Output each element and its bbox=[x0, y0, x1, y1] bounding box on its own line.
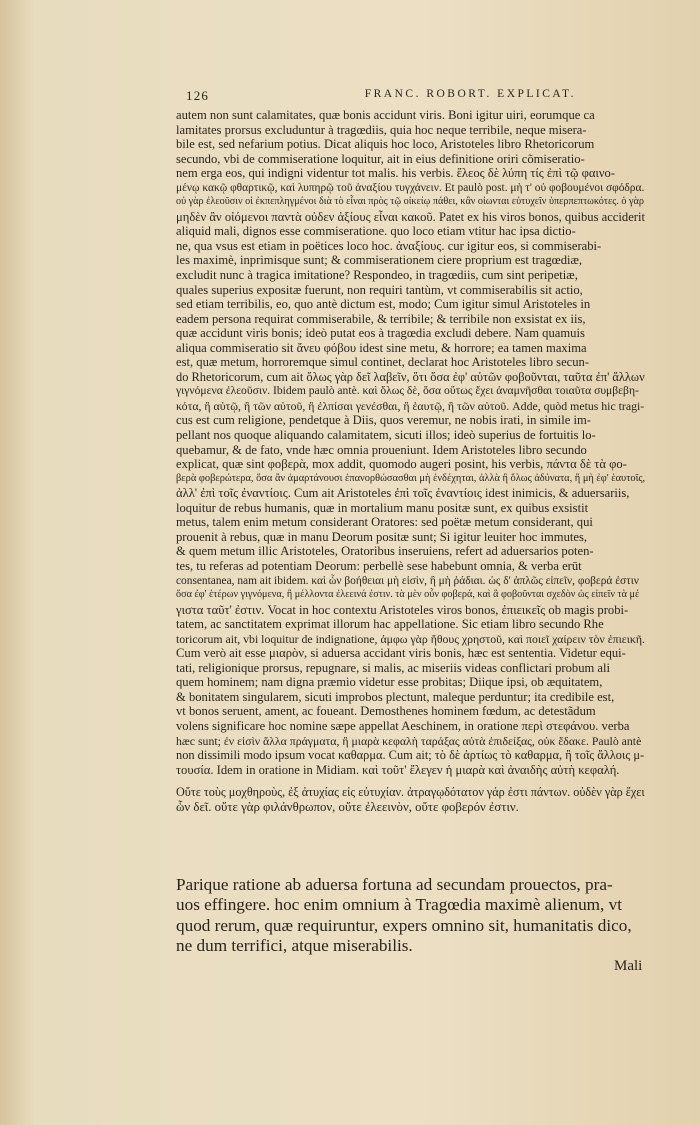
text-line: » ὅσα ἐφ' ἑτέρων γιγνόμενα, ἢ μέλλοντα ἐλεεινά ἐστιν. τὰ μὲν οὖν φοβερά, καὶ ἃ φοβοῦνται σχεδὸν ὡς εἰπεῖν τὰ μέ bbox=[176, 588, 646, 603]
text-line: bile est, sed nefarium potius. Dicat aliquis hoc loco, Aristoteles libro Rhetoricorum bbox=[176, 137, 595, 152]
text-line: aliquid mali, dignos esse commiseratione. quo loco etiam vtitur hac ipsa dictio- bbox=[176, 224, 576, 239]
text-line: eadem persona requirat commiserabile, & terribile; & terribile non exsistat ex iis, bbox=[176, 311, 586, 326]
text-line: pellant nos quoque aliquando calamitatem, sicuti illos; ideò superius de fortuitis lo- bbox=[176, 428, 596, 443]
text-line: excludit nunc à tragica imitatione? Respondeo, in tragœdiis, cum sint peripetiæ, bbox=[176, 268, 578, 283]
text-line: volens significare hoc nomine sæpe appellat Aeschinem, in oratione περὶ στεφάνου. verba bbox=[176, 718, 630, 733]
text-line: » οὐ γὰρ ἐλεοῦσιν οἱ ἐκπεπληγμένοι διὰ τὸ εἶναι πρὸς τῷ οἰκείῳ πάθει, κἂν οἰωνται εὐτυχεῖν ὑπερπεπτωκότες. ὁ γὰρ bbox=[176, 195, 646, 210]
text-line: aliqua commiseratio sit ἄνευ φόβου idest sine metu, & horrore; ea tamen maxima bbox=[176, 340, 587, 355]
greek-line: ὧν δεῖ. οὔτε γὰρ φιλάνθρωπον, οὔτε ἐλεεινὸν, οὔτε φοβερόν ἐστιν. bbox=[176, 800, 519, 815]
text-line: » do Rhetoricorum, cum ait ὅλως γὰρ δεῖ λαβεῖν, ὅτι ὅσα ἐφ' αὑτῶν φοβοῦνται, ταῦτα ἐπ' ἄλλων bbox=[176, 370, 646, 385]
text-line: » μένῳ κακῷ φθαρτικῷ, καὶ λυπηρῷ τοῦ ἀναξίου τυγχάνειν. Et paulò post. μὴ τ' οὐ φοβουμένοι σφόδρα. bbox=[176, 181, 646, 196]
text-line: quales superius expositæ fuerunt, non requiri tantùm, vt commiserabilis sit actio, bbox=[176, 282, 583, 297]
greek-line: » Οὔτε τοὺς μοχθηροὺς, ἐξ ἀτυχίας εἰς εὐτυχίαν. ἀτραγῳδότατον γάρ ἐστι πάντων. οὐδὲν γὰρ ἔχει bbox=[176, 785, 646, 800]
text-line: τουσία. Idem in oratione in Midiam. καὶ τοῦτ' ἔλεγεν ἡ μιαρὰ καὶ ἀναιδὴς αὐτὴ κεφαλή. bbox=[176, 762, 620, 777]
text-line: prouenit à rebus, quæ in manu Deorum positæ sunt; Si igitur leuiter hoc immutes, bbox=[176, 529, 588, 544]
large-text-line: » uos effingere. hoc enim omnium à Tragœdia maximè alienum, vt bbox=[176, 895, 654, 915]
page-number: 126 bbox=[186, 88, 210, 103]
text-line: » κότα, ἢ αὐτῷ, ἢ τῶν αὐτοῦ, ἢ ἐλπίσαι γενέσθαι, ἢ ἑαυτῷ, ἢ τῶν αὐτοῦ. Adde, quòd metus hic tragi- bbox=[176, 399, 646, 414]
commentary-text bbox=[176, 108, 646, 815]
commentary-lines bbox=[176, 108, 646, 777]
text-line: les maximè, inprimisque sunt; & commiserationem ciere proprium est tragœdiæ, bbox=[176, 253, 583, 268]
text-line: quem hominem; nam digna præmio videtur esse probitas; Diique ipsi, ob æquitatem, bbox=[176, 675, 603, 690]
text-line: & quem metum illic Aristoteles, Oratoribus inseruiens, refert ad aduersarios poten- bbox=[176, 544, 594, 559]
text-line: cus est cum religione, pendetque à Diis, quos veremur, ne nobis irati, in simile im- bbox=[176, 413, 591, 428]
catchword: Mali bbox=[614, 958, 643, 974]
text-line: » γιστα ταῦτ' ἐστιν. Vocat in hoc contextu Aristoteles viros bonos, ἐπιεικεῖς ob magis probi- bbox=[176, 603, 646, 618]
text-line: tatem, ac sanctitatem exprimat illorum hac appellatione. Sic etiam libro secundo Rhe bbox=[176, 617, 604, 632]
text-line: ne, qua vsus est etiam in poëtices loco hoc. ἀναξίους. cur igitur eos, si commiserabi- bbox=[176, 238, 602, 253]
text-line: quæ accidunt viris bonis; ideò putat eos à tragœdia excludi debere. Nam quamuis bbox=[176, 326, 585, 341]
text-line: toricorum ait, vbi loquitur de indignatione, ἀμφω γὰρ ἤθους χρηστοῦ, καὶ ποιεῖ χαίρειν τὸν ἐπιεικῆ. bbox=[176, 631, 645, 646]
text-line: metus, talem enim metum considerant Oratores: sed poëtæ metum considerant, qui bbox=[176, 515, 593, 530]
text-line: quebamur, & de fato, vnde hæc omnia proueniunt. Idem Aristoteles libro secundo bbox=[176, 442, 587, 457]
text-line: non dissimili modo ipsum vocat καθαρμα. Cum ait; τὸ δὲ ἀρτίως τὸ καθαρμα, ἢ τοῖς ἄλλοις μ- bbox=[176, 748, 645, 763]
text-line: loquitur de rebus humanis, quæ in mortalium manu positæ sunt, ex quibus exsistit bbox=[176, 500, 589, 515]
text-line: Cum verò ait esse μιαρὸν, si aduersa accidant viris bonis, hæc est sententia. Videtur equi- bbox=[176, 646, 626, 661]
text-line: explicat, quæ sint φοβερὰ, mox addit, quomodo augeri posint, his verbis, πάντα δὲ τὰ φο- bbox=[176, 457, 627, 472]
translation-paragraph bbox=[176, 875, 654, 957]
greek-quotation bbox=[176, 785, 646, 815]
text-line: autem non sunt calamitates, quæ bonis accidunt viris. Boni igitur uiri, eorumque ca bbox=[176, 108, 595, 122]
text-line: vt bonos seruent, ament, ac foueant. Demosthenes hominem fœdum, ac detestãdum bbox=[176, 704, 596, 719]
text-line: » μηδὲν ἂν οἰόμενοι παντὰ οὐδεν ἀξίους εἶναι κακοῦ. Patet ex his viros bonos, quibus acciderit bbox=[176, 210, 646, 225]
large-text-line: » ne dum terrifici, atque miserabilis. bbox=[176, 936, 654, 956]
text-line: tes, tu referas ad potentiam Deorum: perbellè sese habebunt omnia, & verba erūt bbox=[176, 558, 582, 573]
text-line: tati, religionique prorsus, repugnare, si malis, ac miseriis videas conflictari probum ali bbox=[176, 660, 611, 675]
text-line: secundo, vbi de commiseratione loquitur, ait in eius definitione oriri cõmiseratio- bbox=[176, 151, 585, 166]
large-text-line: » quod rerum, quæ requiruntur, expers omnino sit, humanitatis dico, bbox=[176, 916, 654, 936]
text-line: lamitates prorsus excluduntur à tragœdiis, quia hoc neque terribile, neque misera- bbox=[176, 122, 587, 137]
text-line: » βερὰ φοβερώτερα, ὅσα ἂν ἁμαρτάνουσι ἐπανορθώσασθαι μὴ ἐνδέχηται, ἀλλὰ ἢ ὅλως ἀδύνατα, ἢ μὴ ἐφ' ἑαυτοῖς, bbox=[176, 472, 646, 487]
page-header bbox=[186, 88, 576, 104]
large-text-line: » Parique ratione ab aduersa fortuna ad secundam prouectos, pra- bbox=[176, 875, 654, 895]
text-line: consentanea, nam ait ibidem. καὶ ὧν βοήθειαι μὴ εἰσὶν, ἢ μὴ ῥάδιαι. ὡς δ' ἁπλῶς εἰπεῖν, φοβερά ἐστιν bbox=[176, 574, 639, 587]
text-line: est, quæ metum, horroremque simul continet, declarat hoc Aristoteles libro secun- bbox=[176, 355, 590, 370]
text-line: hæc sunt; ἐν εἰσὶν ἄλλα πράγματα, ἢ μιαρὰ κεφαλὴ ταράξας αὐτὰ ἐπιδείξας, οὐκ ἔδακε. Paulò antè bbox=[176, 733, 642, 748]
text-line: » ἀλλ' ἐπὶ τοῖς ἐναντίοις. Cum ait Aristoteles ἐπὶ τοῖς ἐναντίοις idest inimicis, & aduersariis, bbox=[176, 486, 646, 501]
text-line: nem erga eos, qui indigni videntur tot malis. his verbis. ἔλεος δὲ λύπη τίς ἐπὶ τῷ φαινο- bbox=[176, 166, 616, 181]
text-line: » γιγνόμενα ἐλεοῦσιν. Ibidem paulò antè. καὶ ὅλως δὲ, ὅσα οὕτως ἔχει ἀναμνῆσθαι τοιαῦτα συμβεβη- bbox=[176, 384, 646, 399]
text-line: sed etiam terribilis, eo, quo antè dictum est, modo; Cum igitur simul Aristoteles in bbox=[176, 297, 591, 312]
text-line: & bonitatem singularem, sicuti improbos plectunt, maleque perduntur; ita credibile est, bbox=[176, 689, 615, 704]
running-title: FRANC. ROBORT. EXPLICAT. bbox=[364, 88, 576, 100]
